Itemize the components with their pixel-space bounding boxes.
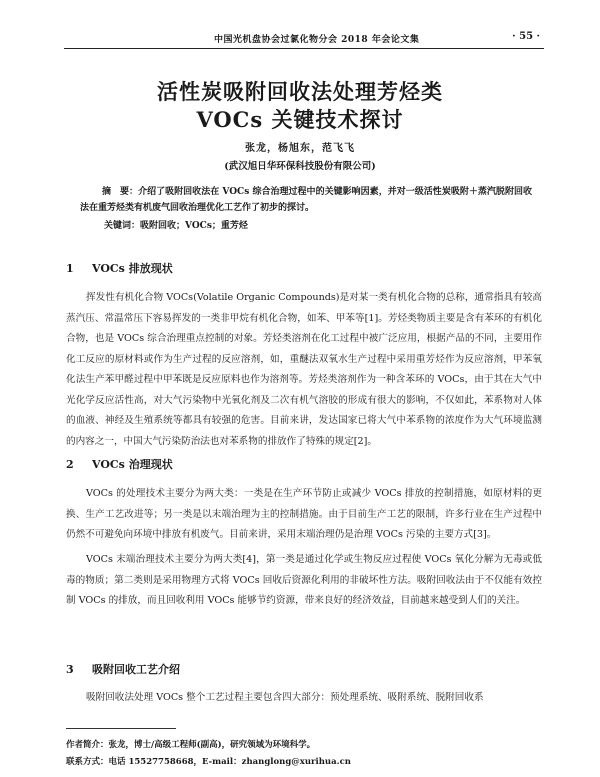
body-paragraph: VOCs 末端治理技术主要分为两大类[4]，第一类是通过化学或生物反应过程使 VOCs 氧化分解为无毒或低毒的物质；第二类则是采用物理方式将 VOCs 回收后资源化利用的非破坏性方法。吸附回收法由于不仅能有效控制 VOCs 的排放，而且回收利用 VOCs 能够节约资源，带来良好的经济效益，目前越来越受到人们的关注。 <box>66 554 542 606</box>
section-title: VOCs 排放现状 <box>92 262 173 275</box>
section-heading-3 <box>66 663 180 677</box>
footnote-author-intro: 作者简介：张龙，博士/高级工程师(副高)，研究领域为环境科学。 <box>66 740 316 750</box>
author-list: 张龙，杨旭东，范飞飞 <box>245 143 355 154</box>
paper-title-line1: 活性炭吸附回收法处理芳烃类 <box>157 79 443 104</box>
body-paragraph: 挥发性有机化合物 VOCs(Volatile Organic Compounds)是对某一类有机化合物的总称，通常指具有较高蒸汽压、常温常压下容易挥发的一类非甲烷有机化合物，如苯、甲苯等[1]。芳烃类物质主要是含有苯环的有机化合物，也是 VOCs 综合治理重点控制的对象。芳烃类溶剂在化工过程中被广泛应用，根据产品的不同，主要用作化工反应的原材料或作为生产过程的反应溶剂，如，重醚法双氧水生产过程中采用重芳烃作为反应溶剂，甲苯氧化法生产苯甲醛过程中甲苯既是反应原料也作为溶剂等。芳烃类溶剂作为一种含苯环的 VOCs，由于其在大气中光化学反应活性高，对大气污染物中光氧化剂及二次有机气溶胶的形成有很大的影响，不仅如此，苯系物对人体的血液、神经及生殖系统等都具有较强的危害。目前来讲，发达国家已将大气中苯系物的浓度作为大气环境监测的内容之一，中国大气污染防治法也对苯系物的排放作了特殊的规定[2]。 <box>66 292 542 447</box>
page-number: · 55 · <box>512 31 540 42</box>
body-paragraph: 吸附回收法处理 VOCs 整个工艺过程主要包含四大部分：预处理系统、吸附系统、脱附回收系 <box>86 692 484 703</box>
section-heading-1 <box>66 262 173 276</box>
footnote-contact: 联系方式：电话 15527758668，E-mail：zhanglong@xurihua.cn <box>66 757 351 767</box>
abstract: 摘 要：介绍了吸附回收法在 VOCs 综合治理过程中的关键影响因素，并对一级活性炭吸附＋蒸汽脱附回收法在重芳烃类有机废气回收治理优化工艺作了初步的探讨。 <box>80 187 532 213</box>
keywords: 关键词：吸附回收；VOCs；重芳烃 <box>104 221 248 231</box>
paper-title-line2: VOCs 关键技术探讨 <box>196 107 404 132</box>
body-paragraph: VOCs 的处理技术主要分为两大类：一类是在生产环节防止或减少 VOCs 排放的控制措施，如原材料的更换、生产工艺改进等；另一类是以末端治理为主的控制措施。由于目前生产工艺的限制，许多行业在生产过程中仍然不可避免向环境中排放有机废气。目前来讲，采用末端治理仍是治理 VOCs 污染的主要方式[3]。 <box>66 488 542 540</box>
section-number: 1 <box>66 262 74 275</box>
author-affiliation: (武汉旭日华环保科技股份有限公司) <box>224 161 376 172</box>
section-title: 吸附回收工艺介绍 <box>92 663 180 676</box>
running-title: 中国光机盘协会过氯化物分会 2018 年会论文集 <box>214 35 420 45</box>
section-number: 3 <box>66 663 74 676</box>
running-header <box>64 30 544 49</box>
section-number: 2 <box>66 458 74 471</box>
section-title: VOCs 治理现状 <box>92 458 173 471</box>
section-heading-2 <box>66 458 173 472</box>
footnote-divider <box>66 728 176 729</box>
